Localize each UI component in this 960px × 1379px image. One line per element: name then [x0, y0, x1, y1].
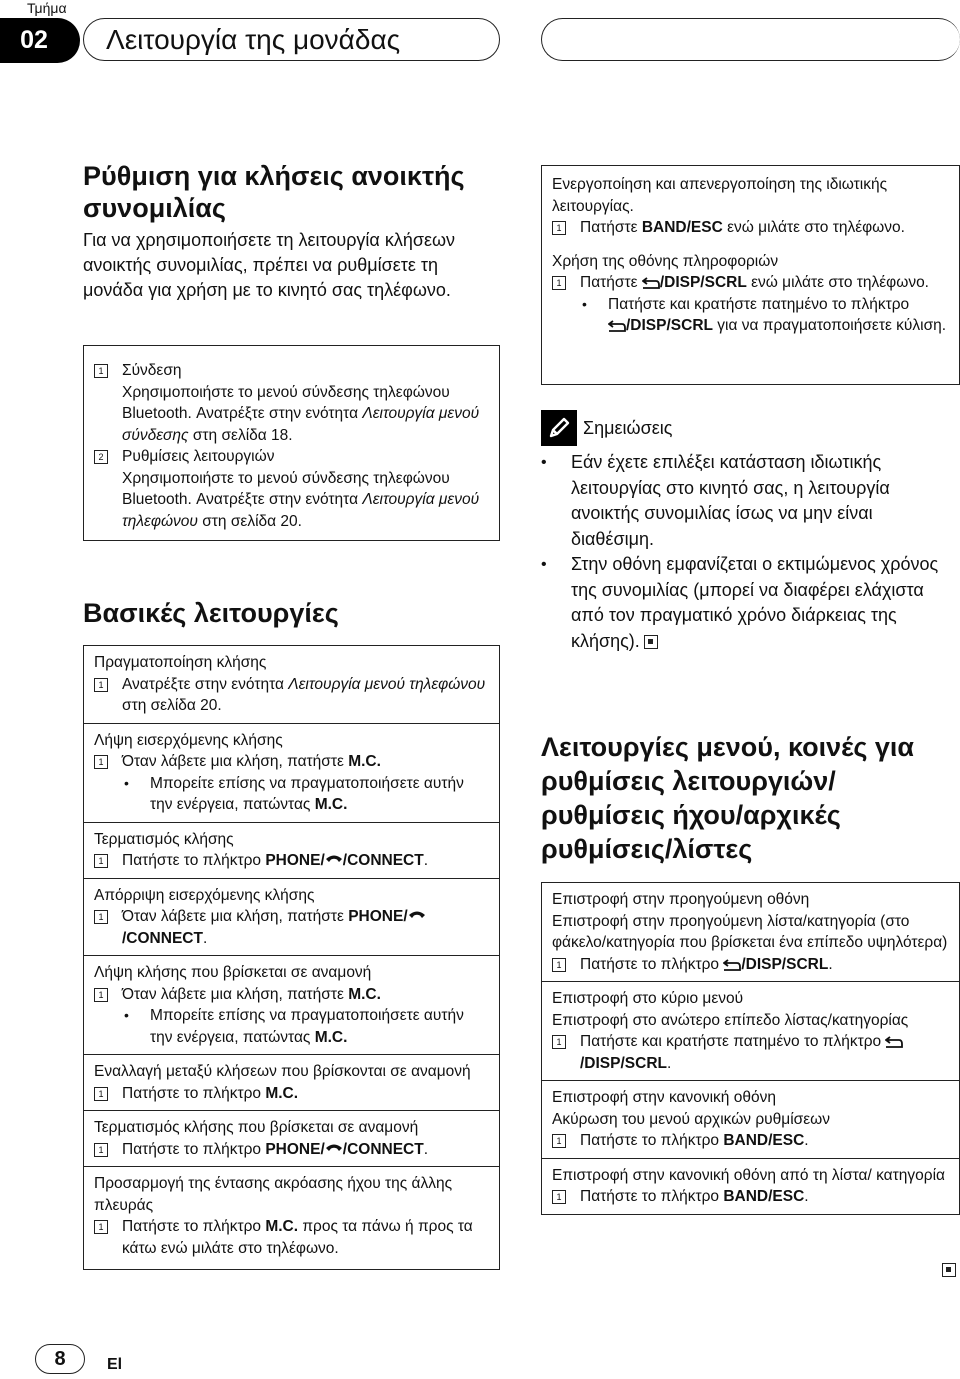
notes-header — [541, 410, 672, 446]
bullet-icon: • — [582, 295, 587, 312]
language-code: El — [107, 1356, 123, 1373]
reject-call-block — [84, 878, 499, 956]
switch-call-block — [84, 1054, 499, 1110]
note-item — [541, 450, 941, 552]
key-label: M.C. — [348, 985, 381, 1003]
waiting-call-block — [84, 955, 499, 1054]
key-label: /CONNECT — [342, 1140, 424, 1158]
punct: . — [423, 1140, 429, 1158]
notes-title: Σημειώσεις — [583, 417, 673, 438]
back-arrow-icon — [723, 959, 741, 971]
key-label: M.C. — [265, 1218, 299, 1235]
setup-step-body — [122, 382, 489, 447]
key-label: M.C. — [348, 753, 381, 770]
end-waiting-block — [84, 1110, 499, 1166]
step-text — [580, 272, 949, 294]
end-mark-icon — [942, 1263, 956, 1277]
bullet-text — [150, 773, 489, 816]
step-reference: Λειτουργία μενού σύνδεσης — [122, 405, 480, 444]
step-text — [580, 954, 949, 976]
bullet-icon: • — [124, 774, 129, 791]
block-title: Εναλλαγή μεταξύ κλήσεων που βρίσκονται σε αναμονή — [94, 1063, 471, 1080]
section-label: Τμήμα — [27, 0, 67, 16]
volume-block — [84, 1166, 499, 1269]
key-label: /DISP/SCRL — [741, 955, 829, 973]
step-pre: Πατήστε το πλήκτρο — [122, 852, 266, 869]
step-number: 2 — [94, 450, 108, 464]
receive-call-block — [84, 723, 499, 822]
step-text — [122, 1139, 489, 1161]
step-pre: Πατήστε το πλήκτρο — [122, 1140, 266, 1158]
end-mark-icon — [644, 635, 658, 649]
step-number: 1 — [552, 1190, 566, 1204]
phone-icon — [408, 909, 426, 923]
step-body-text: Χρησιμοποιήστε το μενού σύνδεσης τηλεφώνου Bluetooth. Ανατρέξτε στην ενότητα — [122, 383, 450, 422]
step-text — [122, 906, 489, 949]
normal-screen-block — [542, 1080, 959, 1158]
block-title: Λήψη κλήσης που βρίσκεται σε αναμονή — [94, 964, 372, 981]
key-label: /DISP/SCRL — [626, 317, 713, 334]
page-title — [83, 18, 500, 61]
key-label: /DISP/SCRL — [580, 1054, 667, 1072]
block-subtitle: Επιστροφή στο ανώτερο επίπεδο λίστας/κατηγορίας — [552, 1011, 909, 1029]
block-title: Ενεργοποίηση και απενεργοποίηση της ιδιωτικής λειτουργίας. — [552, 176, 888, 215]
handsfree-intro: Για να χρησιμοποιήσετε τη λειτουργία κλήσεων ανοικτής συνομιλίας, πρέπει να ρυθμίσετε τη μονάδα για χρήση με το κινητό σας τηλέφωνο. — [83, 230, 456, 300]
step-text — [580, 217, 949, 239]
step-tail: ενώ μιλάτε στο τηλέφωνο. — [746, 274, 929, 291]
block-title: Τερματισμός κλήσης — [94, 830, 234, 848]
key-label: M.C. — [314, 796, 348, 813]
step-number: 1 — [552, 1134, 566, 1148]
back-arrow-icon — [642, 277, 660, 289]
handsfree-heading: Ρύθμιση για κλήσεις ανοικτής συνομιλίας — [83, 161, 465, 223]
step-text — [122, 751, 489, 773]
step-pre: Πατήστε — [580, 274, 642, 291]
back-arrow-icon — [885, 1036, 903, 1048]
note-item — [541, 552, 941, 654]
note-text: Εάν έχετε επιλέξει κατάσταση ιδιωτικής λειτουργίας στο κινητό σας, η λειτουργία ανοικτής συνομιλίας ίσως να μην είναι διαθέσιμη. — [571, 452, 890, 549]
block-subtitle: Επιστροφή στην προηγούμενη λίστα/κατηγορία (στο φάκελο/κατηγορία που βρίσκεται ένα επίπεδο υψηλότερα) — [552, 912, 948, 951]
header-pill-right — [541, 18, 960, 61]
key-label: BAND/ESC — [723, 1132, 805, 1149]
step-number: 1 — [94, 1220, 108, 1234]
step-pre: Πατήστε το πλήκτρο — [122, 1084, 266, 1102]
key-label: M.C. — [314, 1028, 348, 1046]
step-number: 1 — [94, 1143, 108, 1157]
step-number: 1 — [94, 988, 108, 1002]
normal-from-list-block — [542, 1158, 959, 1214]
page-number: 8 — [35, 1344, 85, 1374]
bullet-icon: • — [541, 454, 547, 471]
step-body-text: Χρησιμοποιήστε το μενού σύνδεσης τηλεφώνου Bluetooth. Ανατρέξτε στην ενότητα — [122, 469, 450, 508]
punct: . — [423, 852, 429, 869]
key-label: /DISP/SCRL — [659, 274, 747, 291]
bullet-body: Μπορείτε επίσης να πραγματοποιήσετε αυτήν την ενέργεια, πατώντας — [150, 774, 464, 813]
bullet-icon: • — [124, 1007, 129, 1023]
block-title: Επιστροφή στην προηγούμενη οθόνη — [552, 891, 810, 908]
pencil-icon — [541, 410, 577, 446]
step-tail: ενώ μιλάτε στο τηλέφωνο. — [722, 219, 905, 236]
page-title-text: Λειτουργία της μονάδας — [106, 23, 401, 55]
block-title: Πραγματοποίηση κλήσης — [94, 654, 267, 671]
setup-step-title: Σύνδεση — [122, 362, 182, 379]
key-label: /CONNECT — [342, 852, 424, 869]
menu-operations-box — [541, 882, 960, 1215]
step-text — [122, 1083, 489, 1105]
end-call-block — [84, 822, 499, 878]
block-title: Επιστροφή στο κύριο μενού — [552, 990, 744, 1007]
section-number: 02 — [0, 18, 80, 63]
block-title: Χρήση της οθόνης πληροφοριών — [552, 252, 779, 270]
step-pre: Ανατρέξτε στην ενότητα — [122, 675, 289, 693]
notes-list — [541, 450, 941, 654]
basic-heading: Βασικές λειτουργίες — [83, 598, 339, 628]
setup-step-1 — [94, 360, 489, 446]
block-title: Τερματισμός κλήσης που βρίσκεται σε αναμονή — [94, 1119, 419, 1136]
bullet-text — [608, 294, 946, 337]
step-number: 1 — [94, 678, 108, 692]
step-number: 1 — [552, 221, 566, 235]
step-number: 1 — [94, 854, 108, 868]
make-call-block — [84, 646, 499, 723]
step-number: 1 — [94, 755, 108, 769]
block-subtitle: Ακύρωση του μενού αρχικών ρυθμίσεων — [552, 1110, 830, 1128]
key-label: /CONNECT — [122, 929, 203, 947]
block-title: Επιστροφή στην κανονική οθόνη από τη λίστα/ κατηγορία — [552, 1166, 945, 1184]
step-tail: προς τα πάνω ή προς τα κάτω ενώ μιλάτε στο τηλέφωνο. — [122, 1218, 473, 1257]
step-pre: Πατήστε το πλήκτρο — [122, 1218, 266, 1235]
setup-box — [83, 345, 500, 541]
step-pre: Πατήστε το πλήκτρο — [580, 1188, 724, 1205]
step-pre: Πατήστε — [580, 219, 642, 236]
prev-screen-block — [542, 883, 959, 981]
punct: . — [828, 955, 833, 973]
step-pre: Όταν λάβετε μια κλήση, πατήστε — [122, 753, 349, 770]
step-reference: Λειτουργία μενού τηλεφώνου — [122, 491, 480, 530]
block-title: Απόρριψη εισερχόμενης κλήσης — [94, 886, 315, 904]
step-pre: Πατήστε το πλήκτρο — [580, 955, 724, 973]
bullet-tail: για να πραγματοποιήσετε κύλιση. — [712, 317, 947, 334]
block-title: Λήψη εισερχόμενης κλήσης — [94, 731, 283, 749]
step-number: 1 — [552, 958, 566, 972]
step-pre: Όταν λάβετε μια κλήση, πατήστε — [122, 908, 349, 925]
key-label: PHONE/ — [265, 1140, 325, 1158]
step-tail: στη σελίδα 20. — [197, 512, 302, 530]
bullet-body: Μπορείτε επίσης να πραγματοποιήσετε αυτήν την ενέργεια, πατώντας — [150, 1007, 464, 1046]
step-text — [580, 1130, 949, 1152]
punct: . — [804, 1132, 809, 1149]
step-tail: στη σελίδα 18. — [188, 426, 293, 444]
phone-icon — [325, 1142, 343, 1156]
bullet-body: Πατήστε και κρατήστε πατημένο το πλήκτρο — [608, 295, 910, 313]
key-label: PHONE/ — [348, 908, 408, 925]
punct: . — [202, 929, 208, 947]
step-pre: Όταν λάβετε μια κλήση, πατήστε — [122, 985, 349, 1003]
step-number: 1 — [94, 910, 108, 924]
step-number: 1 — [94, 1087, 108, 1101]
setup-step-2 — [94, 446, 489, 532]
step-text — [122, 850, 489, 872]
note-text: Στην οθόνη εμφανίζεται ο εκτιμώμενος χρόνος της συνομιλίας (μπορεί να διαφέρει ελάχιστα από τον πραγματικό χρόνο διάρκειας της κλήσης). — [571, 554, 939, 651]
step-text — [580, 1031, 949, 1074]
block-title: Επιστροφή στην κανονική οθόνη — [552, 1089, 776, 1106]
step-pre: Πατήστε το πλήκτρο — [580, 1132, 724, 1149]
key-label: BAND/ESC — [723, 1188, 805, 1205]
block-title: Προσαρμογή της έντασης ακρόασης ήχου της άλλης πλευράς — [94, 1175, 453, 1214]
step-number: 1 — [552, 1035, 566, 1049]
setup-step-title: Ρυθμίσεις λειτουργιών — [122, 448, 275, 465]
step-pre: Πατήστε και κρατήστε πατημένο το πλήκτρο — [580, 1033, 886, 1050]
step-text — [122, 1216, 489, 1259]
punct: . — [804, 1188, 809, 1205]
step-text — [122, 674, 489, 717]
key-label: BAND/ESC — [641, 219, 723, 236]
setup-step-body — [122, 468, 489, 533]
punct: . — [666, 1054, 672, 1072]
step-text — [122, 984, 489, 1006]
step-reference: Λειτουργία μενού τηλεφώνου — [288, 675, 486, 693]
menu-heading: Λειτουργίες μενού, κοινές για ρυθμίσεις λειτουργιών/ ρυθμίσεις ήχου/αρχικές ρυθμίσεις/λίστες — [541, 732, 914, 864]
step-number: 1 — [94, 364, 108, 378]
key-label: M.C. — [265, 1084, 299, 1102]
basic-operations-box — [83, 645, 500, 1270]
key-label: PHONE/ — [265, 852, 325, 869]
main-menu-block — [542, 981, 959, 1080]
bullet-icon: • — [541, 556, 547, 573]
bullet-text — [150, 1005, 489, 1048]
privacy-display-box — [541, 165, 960, 385]
step-text — [580, 1186, 949, 1208]
step-number: 1 — [552, 276, 566, 290]
step-tail: στη σελίδα 20. — [122, 697, 222, 714]
back-arrow-icon — [608, 320, 626, 332]
phone-icon — [325, 853, 343, 867]
